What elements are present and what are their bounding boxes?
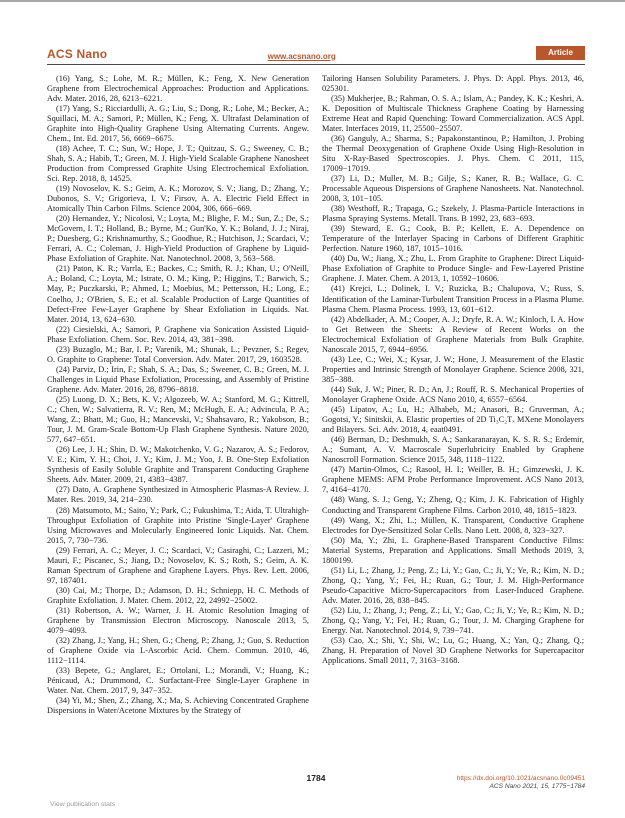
- reference-22: (22) Ciesielski, A.; Samori, P. Graphene via Sonication Assisted Liquid-Phase Exfoliation. Chem. Soc. Rev. 2014, 43, 381−398.: [47, 324, 309, 344]
- reference-52: (52) Liu, J.; Zhang, J.; Peng, Z.; Li, Y.; Gao, C.; Ji, Y.; Ye, R.; Kim, N. D.; Zhong, Q.; Yang, Y.; Fei, H.; Ruan, G.; Tour, J. M. Charging Graphene for Energy. Nat. Nanotechnol. 2014, 9, 739−741.: [322, 605, 584, 636]
- journal-masthead: [47, 46, 585, 65]
- doi-link[interactable]: https://dx.doi.org/10.1021/acsnano.0c09451: [456, 775, 585, 782]
- reference-16: (16) Yang, S.; Lohe, M. R.; Müllen, K.; Feng, X. New Generation Graphene from Electrochemical Approaches: Production and Applications. Adv. Mater. 2016, 28, 6213−6221.: [47, 73, 309, 103]
- reference-30: (30) Cai, M.; Thorpe, D.; Adamson, D. H.; Schniepp, H. C. Methods of Graphite Exfoliation. J. Mater. Chem. 2012, 22, 24992−25002.: [47, 585, 309, 605]
- journal-website-link[interactable]: www.acsnano.org: [267, 51, 336, 61]
- references-right-column: [322, 74, 584, 717]
- reference-51: (51) Li, L.; Zhang, J.; Peng, Z.; Li, Y.; Gao, C.; Ji, Y.; Ye, R.; Kim, N. D.; Zhong, Q.; Yang, Y.; Fei, H.; Ruan, G.; Tour, J. M. High-Performance Pseudo-Capacitive Micro-Supercapacitors from Laser-Induced Graphene. Adv. Mater. 2016, 28, 838−845.: [322, 565, 584, 605]
- reference-35: (35) Mukherjee, B.; Rahman, O. S. A.; Islam, A.; Pandey, K. K.; Keshri, A. K. Deposition of Multiscale Thickness Graphene Coating by Harnessing Extreme Heat and Rapid Quenching: Toward Commercialization. ACS Appl. Mater. Interfaces 2019, 11, 25500−25507.: [322, 93, 584, 133]
- reference-40: (40) Du, W.; Jiang, X.; Zhu, L. From Graphite to Graphene: Direct Liquid-Phase Exfoliation of Graphite to Produce Single- and Few-Layered Pristine Graphene. J. Mater. Chem. A 2013, 1, 10592−10606.: [322, 254, 584, 284]
- reference-34-continued: Tailoring Hansen Solubility Parameters. J. Phys. D: Appl. Phys. 2013, 46, 025301.: [322, 73, 584, 93]
- reference-33: (33) Bepete, G.; Anglaret, E.; Ortolani, L.; Morandi, V.; Huang, K.; Pénicaud, A.; Drummond, C. Surfactant-Free Single-Layer Graphene in Water. Nat. Chem. 2017, 9, 347−352.: [47, 666, 309, 696]
- reference-29: (29) Ferrari, A. C.; Meyer, J. C.; Scardaci, V.; Casiraghi, C.; Lazzeri, M.; Mauri, F.; Piscanec, S.; Jiang, D.; Novoselov, K. S.; Roth, S.; Geim, A. K. Raman Spectrum of Graphene and Graphene Layers. Phys. Rev. Lett. 2006, 97, 187401.: [47, 545, 309, 585]
- reference-25: (25) Luong, D. X.; Bets, K. V.; Algozeeb, W. A.; Stanford, M. G.; Kittrell, C.; Chen, W.; Salvatierra, R. V.; Ren, M.; McHugh, E. A.; Advincula, P. A.; Wang, Z.; Bhatt, M.; Guo, H.; Mancevski, V.; Shahsavaro, R.; Yakobson, B.; Tour, J. M. Gram-Scale Bottom-Up Flash Graphene Synthesis. Nature 2020, 577, 647−651.: [47, 395, 309, 445]
- reference-44: (44) Suk, J. W.; Piner, R. D.; An, J.; Rouff, R. S. Mechanical Properties of Monolayer Graphene Oxide. ACS Nano 2010, 4, 6557−6564.: [322, 384, 584, 404]
- view-publication-stats-link[interactable]: View publication stats: [50, 801, 116, 808]
- reference-38: (38) Westhoff, R.; Trapaga, G.; Szekely, J. Plasma-Particle Interactions in Plasma Spraying Systems. Metall. Trans. B 1992, 23, 683−693.: [322, 204, 584, 224]
- reference-50: (50) Ma, Y.; Zhi, L. Graphene-Based Transparent Conductive Films: Material Systems, Preparation and Applications. Small Methods 2019, 3, 1800199.: [322, 535, 584, 565]
- reference-31: (31) Robertson, A. W.; Warner, J. H. Atomic Resolution Imaging of Graphene by Transmission Electron Microscopy. Nanoscale 2013, 5, 4079−4093.: [47, 605, 309, 636]
- journal-citation: ACS Nano 2021, 15, 1775−1784: [489, 783, 585, 791]
- reference-20: (20) Hernandez, Y.; Nicolosi, V.; Loyta, M.; Blighe, F. M.; Sun, Z.; De, S.; McGovern, I. T.; Holland, B.; Byrne, M.; Gun'Ko, Y. K.; Boland, J. J.; Niraj, P.; Duesberg, G.; Krishnamurthy, S.; Goodhue, R.; Hutchison, J.; Scardaci, V.; Ferrari, A. C.; Coleman, J. High-Yield Production of Graphene by Liquid-Phase Exfoliation of Graphite. Nat. Nanotechnol. 2008, 3, 563−568.: [47, 214, 309, 264]
- reference-28: (28) Matsumoto, M.; Saito, Y.; Park, C.; Fukushima, T.; Aida, T. Ultrahigh-Throughput Exfoliation of Graphite into Pristine 'Single-Layer' Graphene Using Microwaves and Molecularly Engineered Ionic Liquids. Nat. Chem. 2015, 7, 730−736.: [47, 505, 309, 545]
- reference-27: (27) Dato, A. Graphene Synthesized in Atmospheric Plasmas-A Review. J. Mater. Res. 2019, 34, 214−230.: [47, 485, 309, 505]
- reference-24: (24) Parviz, D.; Irin, F.; Shah, S. A.; Das, S.; Sweener, C. B.; Green, M. J. Challenges in Liquid Phase Exfoliation, Processing, and Assembly of Pristine Graphene. Adv. Mater. 2016, 28, 8796−8818.: [47, 364, 309, 394]
- reference-18: (18) Achee, T. C.; Sun, W.; Hope, J. T.; Quitzau, S. G.; Sweeney, C. B.; Shah, S. A.; Habib, T.; Green, M. J. High-Yield Scalable Graphene Nanosheet Production from Compressed Graphite Using Electrochemical Exfoliation. Sci. Rep. 2018, 8, 14525.: [47, 143, 309, 183]
- reference-23: (23) Buzaglo, M.; Bar, I. P.; Varenik, M.; Shunak, L.; Pevzner, S.; Regev, O. Graphite to Graphene: Total Conversion. Adv. Mater. 2017, 29, 1603528.: [47, 344, 309, 364]
- reference-26: (26) Lee, J. H.; Shin, D. W.; Makotchenko, V. G.; Nazarov, A. S.; Fedorov, V. E.; Kim, Y. H.; Choi, J. Y.; Kim, J. M.; Yoo, J. B. One-Step Exfoliation Synthesis of Easily Soluble Graphite and Transparent Conducting Graphene Sheets. Adv. Mater. 2009, 21, 4383−4387.: [47, 445, 309, 485]
- reference-32: (32) Zhang, J.; Yang, H.; Shen, G.; Cheng, P.; Zhang, J.; Guo, S. Reduction of Graphene Oxide via L-Ascorbic Acid. Chem. Commun. 2010, 46, 1112−1114.: [47, 636, 309, 666]
- reference-39: (39) Steward, E. G.; Cook, B. P.; Kellett, E. A. Dependence on Temperature of the Interlayer Spacing in Carbons of Different Graphitic Perfection. Nature 1960, 187, 1015−1016.: [322, 224, 584, 254]
- reference-37: (37) Li, D.; Muller, M. B.; Gilje, S.; Kaner, R. B.; Wallace, G. C. Processable Aqueous Dispersions of Graphene Nanosheets. Nat. Nanotechnol. 2008, 3, 101−105.: [322, 173, 584, 204]
- reference-19: (19) Novoselov, K. S.; Geim, A. K.; Morozov, S. V.; Jiang, D.; Zhang, Y.; Dubonos, S. V.; Grigorieva, I. V.; Firsov, A. A. Electric Field Effect in Atomically Thin Carbon Films. Science 2004, 306, 666−669.: [47, 184, 309, 214]
- reference-47: (47) Martin-Olmos, C.; Rasool, H. I.; Weiller, B. H.; Gimzewski, J. K. Graphene MEMS: AFM Probe Performance Improvement. ACS Nano 2013, 7, 4164−4170.: [322, 465, 584, 495]
- reference-45: (45) Lipatov, A.; Lu, H.; Alhabeb, M.; Anasori, B.; Gruverman, A.; Gogotsi, Y.; Sinitskii, A. Elastic properties of 2D Ti₃C₂Tₓ MXene Monolayers and Bilayers. Sci. Adv. 2018, 4, eaat0491.: [322, 405, 584, 435]
- reference-17: (17) Yang, S.; Ricciardulli, A. G.; Liu, S.; Dong, R.; Lohe, M.; Becker, A.; Squillaci, M. A.; Samori, P.; Müllen, K.; Feng, X. Ultrafast Delamination of Graphite into High-Quality Graphene Using Alternating Currents. Angew. Chem., Int. Ed. 2017, 56, 6669−6675.: [47, 103, 309, 143]
- reference-36: (36) Ganguly, A.; Sharma, S.; Papakonstantinou, P.; Hamilton, J. Probing the Thermal Deoxygenation of Graphene Oxide Using High-Resolution in Situ X-Ray-Based Spectroscopies. J. Phys. Chem. C 2011, 115, 17009−17019.: [322, 133, 584, 173]
- reference-41: (41) Krejci, L.; Dolinek, I. V.; Ruzicka, B.; Chalupova, V.; Russ, S. Identification of the Laminar-Turbulent Transition Process in a Plasma Plume. Plasma Chem. Plasma Process. 1993, 13, 601−612.: [322, 284, 584, 314]
- reference-46: (46) Berman, D.; Deshmukh, S. A.; Sankaranarayan, K. S. R. S.; Erdemir, A.; Sumant, A. V. Macroscale Superlubricity Enabled by Graphene Nanoscroll Formation. Science 2015, 348, 1118−1122.: [322, 435, 584, 465]
- doi-block: [457, 775, 585, 792]
- reference-42: (42) Abdelkader, A. M.; Cooper, A. J.; Dryfe, R. A. W.; Kinloch, I. A. How to Get Between the Sheets: A Review of Recent Works on the Electrochemical Exfoliation of Graphene Materials from Bulk Graphite. Nanoscale 2015, 7, 6944−6956.: [322, 314, 584, 354]
- page-number: 1784: [306, 773, 326, 783]
- reference-43: (43) Lee, C.; Wei, X.; Kysar, J. W.; Hone, J. Measurement of the Elastic Properties and Intrinsic Strength of Monolayer Graphene. Science 2008, 321, 385−388.: [322, 354, 584, 384]
- reference-34: (34) Yi, M.; Shen, Z.; Zhang, X.; Ma, S. Achieving Concentrated Graphene Dispersions in Water/Acetone Mixtures by the Strategy of: [47, 696, 309, 716]
- journal-logo: ACS Nano: [47, 46, 108, 61]
- reference-49: (49) Wang, X.; Zhi, L.; Müllen, K. Transparent, Conductive Graphene Electrodes for Dye-Sensitized Solar Cells. Nano Lett. 2008, 8, 323−327.: [322, 515, 584, 535]
- article-page: [0, 2, 625, 818]
- reference-48: (48) Wang, S. J.; Geng, Y.; Zheng, Q.; Kim, J. K. Fabrication of Highly Conducting and Transparent Graphene Films. Carbon 2010, 48, 1815−1823.: [322, 495, 584, 515]
- reference-53: (53) Cao, X.; Shi, Y.; Shi, W.; Lu, G.; Huang, X.; Yan, Q.; Zhang, Q.; Zhang, H. Preparation of Novel 3D Graphene Networks for Supercapacitor Applications. Small 2011, 7, 3163−3168.: [322, 636, 584, 666]
- page-footer: [47, 773, 585, 799]
- reference-21: (21) Paton, K. R.; Varrla, E.; Backes, C.; Smith, R. J.; Khan, U.; O'Neill, A.; Boland, C.; Loyta, M.; Istrate, O. M.; King, P.; Higgins, T.; Barwich, S.; May, P.; Puczkarski, P.; Ahmed, I.; Moebius, M.; Pettersson, H.; Long, E.; Coelho, J.; O'Brien, S. E.; et al. Scalable Production of Large Quantities of Defect-Free Few-Layer Graphene by Shear Exfoliation in Liquids. Nat. Mater. 2014, 13, 624−630.: [47, 264, 309, 324]
- references-section: [47, 74, 585, 717]
- article-type-badge: Article: [536, 46, 585, 60]
- references-left-column: [47, 74, 309, 717]
